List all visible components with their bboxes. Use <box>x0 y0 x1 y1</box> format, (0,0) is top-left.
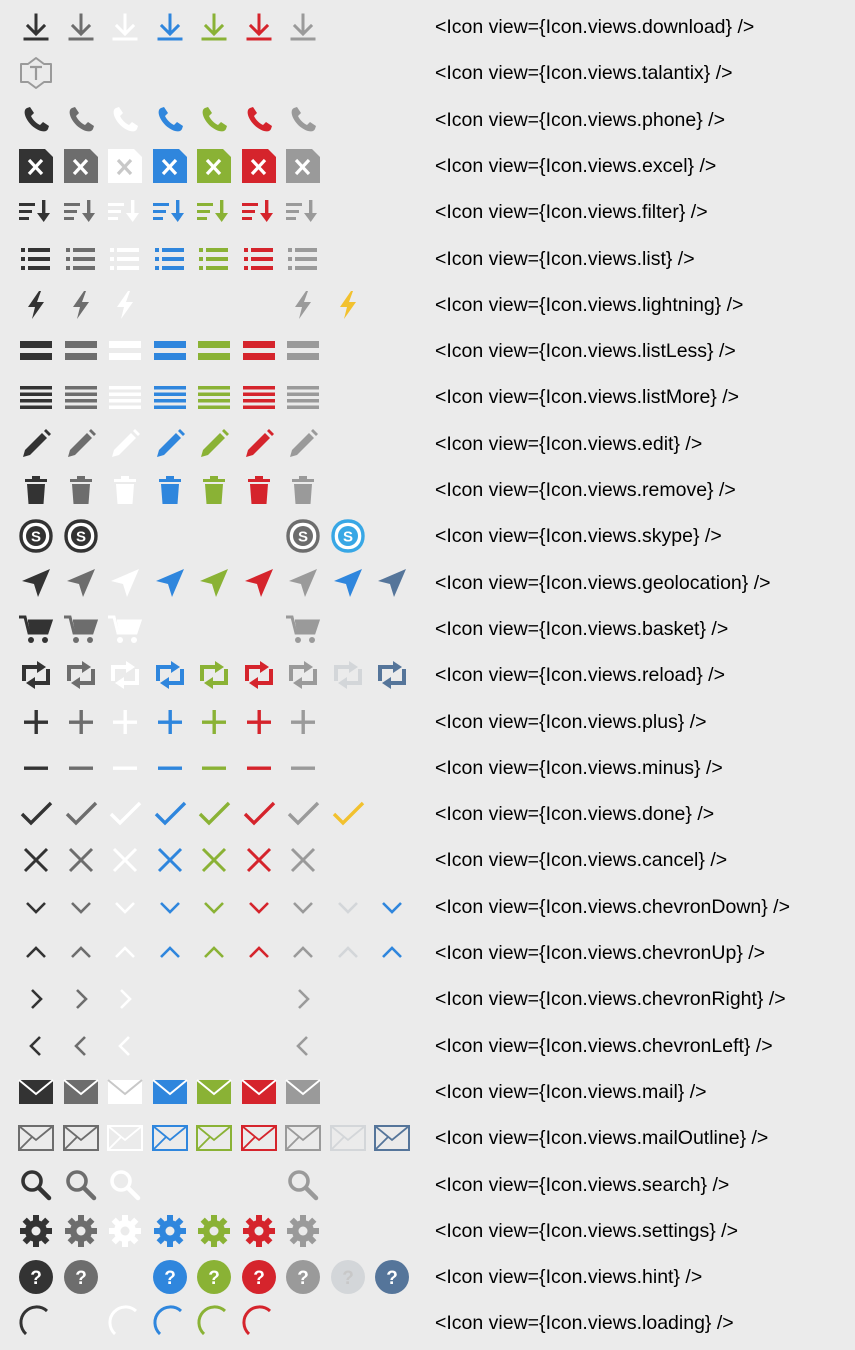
icon-row <box>0 1023 855 1069</box>
loading-icon <box>18 1305 54 1341</box>
chevron-down-icon <box>241 889 277 925</box>
svg-text:?: ? <box>163 1268 176 1290</box>
download-icon <box>18 9 54 45</box>
icon-row <box>0 1115 855 1161</box>
icon-row <box>0 236 855 282</box>
chevron-right-icon <box>285 981 321 1017</box>
filter-icon <box>107 194 143 230</box>
chevron-right-icon <box>18 981 54 1017</box>
basket-icon <box>107 611 143 647</box>
phone-icon <box>241 102 277 138</box>
icon-row <box>0 1300 855 1346</box>
list-more-icon <box>63 379 99 415</box>
list-icon <box>107 241 143 277</box>
icon-usage-code: <Icon view={Icon.views.mailOutline} /> <box>435 1127 769 1150</box>
minus-icon <box>63 750 99 786</box>
icon-row <box>0 4 855 50</box>
done-icon <box>63 796 99 832</box>
mail-outline-icon <box>285 1120 321 1156</box>
svg-text:?: ? <box>386 1268 398 1290</box>
plus-icon <box>285 704 321 740</box>
geolocation-icon <box>374 565 410 601</box>
icon-usage-code: <Icon view={Icon.views.done} /> <box>435 803 715 826</box>
icon-row <box>0 50 855 96</box>
remove-icon <box>285 472 321 508</box>
icon-usage-code: <Icon view={Icon.views.filter} /> <box>435 201 708 224</box>
icon-usage-code: <Icon view={Icon.views.plus} /> <box>435 710 707 733</box>
geolocation-icon <box>18 565 54 601</box>
minus-icon <box>152 750 188 786</box>
list-icon <box>196 241 232 277</box>
icon-usage-code: <Icon view={Icon.views.phone} /> <box>435 108 725 131</box>
icon-row <box>0 699 855 745</box>
list-icon <box>241 241 277 277</box>
chevron-up-icon <box>196 935 232 971</box>
talantix-icon <box>18 55 54 91</box>
remove-icon <box>107 472 143 508</box>
plus-icon <box>152 704 188 740</box>
icon-row <box>0 421 855 467</box>
icon-usage-code: <Icon view={Icon.views.settings} /> <box>435 1219 738 1242</box>
chevron-down-icon <box>196 889 232 925</box>
reload-icon <box>196 657 232 693</box>
skype-icon <box>63 518 99 554</box>
filter-icon <box>196 194 232 230</box>
skype-icon <box>330 518 366 554</box>
plus-icon <box>196 704 232 740</box>
chevron-right-icon <box>107 981 143 1017</box>
filter-icon <box>241 194 277 230</box>
mail-icon <box>107 1074 143 1110</box>
mail-icon <box>18 1074 54 1110</box>
icon-row <box>0 513 855 559</box>
settings-icon <box>285 1213 321 1249</box>
list-icon <box>285 241 321 277</box>
search-icon <box>285 1167 321 1203</box>
icon-row <box>0 374 855 420</box>
geolocation-icon <box>330 565 366 601</box>
chevron-right-icon <box>63 981 99 1017</box>
icon-row <box>0 606 855 652</box>
icon-row <box>0 791 855 837</box>
icon-usage-code: <Icon view={Icon.views.listMore} /> <box>435 386 740 409</box>
cancel-icon <box>18 842 54 878</box>
icon-row <box>0 1069 855 1115</box>
reload-icon <box>63 657 99 693</box>
icon-usage-code: <Icon view={Icon.views.geolocation} /> <box>435 571 771 594</box>
phone-icon <box>18 102 54 138</box>
edit-icon <box>107 426 143 462</box>
icon-row <box>0 97 855 143</box>
icon-usage-code: <Icon view={Icon.views.reload} /> <box>435 664 725 687</box>
geolocation-icon <box>285 565 321 601</box>
icon-usage-code: <Icon view={Icon.views.search} /> <box>435 1173 730 1196</box>
list-less-icon <box>285 333 321 369</box>
cancel-icon <box>285 842 321 878</box>
chevron-up-icon <box>330 935 366 971</box>
excel-icon <box>18 148 54 184</box>
edit-icon <box>18 426 54 462</box>
mail-outline-icon <box>107 1120 143 1156</box>
svg-text:?: ? <box>252 1268 265 1290</box>
hint-icon <box>330 1259 366 1295</box>
settings-icon <box>196 1213 232 1249</box>
reload-icon <box>18 657 54 693</box>
icon-row <box>0 652 855 698</box>
settings-icon <box>18 1213 54 1249</box>
reload-icon <box>107 657 143 693</box>
chevron-left-icon <box>18 1028 54 1064</box>
minus-icon <box>241 750 277 786</box>
icon-row <box>0 189 855 235</box>
chevron-up-icon <box>18 935 54 971</box>
edit-icon <box>241 426 277 462</box>
settings-icon <box>152 1213 188 1249</box>
download-icon <box>196 9 232 45</box>
icon-usage-code: <Icon view={Icon.views.chevronUp} /> <box>435 942 766 964</box>
minus-icon <box>285 750 321 786</box>
chevron-left-icon <box>63 1028 99 1064</box>
icon-row <box>0 884 855 930</box>
svg-text:S: S <box>342 528 353 546</box>
hint-icon <box>285 1259 321 1295</box>
icon-usage-code: <Icon view={Icon.views.chevronRight} /> <box>435 988 786 1011</box>
basket-icon <box>18 611 54 647</box>
phone-icon <box>285 102 321 138</box>
phone-icon <box>63 102 99 138</box>
icon-usage-code: <Icon view={Icon.views.loading} /> <box>435 1312 734 1335</box>
plus-icon <box>63 704 99 740</box>
loading-icon <box>107 1305 143 1341</box>
excel-icon <box>107 148 143 184</box>
icon-usage-code: <Icon view={Icon.views.skype} /> <box>435 525 722 548</box>
chevron-up-icon <box>107 935 143 971</box>
plus-icon <box>18 704 54 740</box>
plus-icon <box>107 704 143 740</box>
remove-icon <box>196 472 232 508</box>
basket-icon <box>63 611 99 647</box>
filter-icon <box>285 194 321 230</box>
icon-usage-code: <Icon view={Icon.views.talantix} /> <box>435 62 733 85</box>
list-less-icon <box>107 333 143 369</box>
svg-text:?: ? <box>297 1268 309 1290</box>
geolocation-icon <box>63 565 99 601</box>
icon-usage-code: <Icon view={Icon.views.hint} /> <box>435 1266 703 1289</box>
search-icon <box>63 1167 99 1203</box>
list-more-icon <box>285 379 321 415</box>
list-more-icon <box>18 379 54 415</box>
reload-icon <box>152 657 188 693</box>
reload-icon <box>285 657 321 693</box>
svg-text:S: S <box>297 528 309 546</box>
chevron-down-icon <box>18 889 54 925</box>
download-icon <box>152 9 188 45</box>
geolocation-icon <box>152 565 188 601</box>
mail-outline-icon <box>241 1120 277 1156</box>
list-icon <box>18 241 54 277</box>
minus-icon <box>18 750 54 786</box>
search-icon <box>107 1167 143 1203</box>
geolocation-icon <box>196 565 232 601</box>
chevron-down-icon <box>63 889 99 925</box>
settings-icon <box>241 1213 277 1249</box>
reload-icon <box>374 657 410 693</box>
excel-icon <box>63 148 99 184</box>
chevron-up-icon <box>374 935 410 971</box>
cancel-icon <box>241 842 277 878</box>
list-more-icon <box>196 379 232 415</box>
mail-outline-icon <box>374 1120 410 1156</box>
mail-icon <box>241 1074 277 1110</box>
mail-outline-icon <box>18 1120 54 1156</box>
remove-icon <box>63 472 99 508</box>
download-icon <box>241 9 277 45</box>
skype-icon <box>285 518 321 554</box>
cancel-icon <box>63 842 99 878</box>
icon-usage-code: <Icon view={Icon.views.lightning} /> <box>435 293 744 316</box>
excel-icon <box>241 148 277 184</box>
edit-icon <box>63 426 99 462</box>
done-icon <box>196 796 232 832</box>
loading-icon <box>196 1305 232 1341</box>
icon-row <box>0 837 855 883</box>
edit-icon <box>285 426 321 462</box>
list-less-icon <box>196 333 232 369</box>
chevron-down-icon <box>107 889 143 925</box>
icon-usage-code: <Icon view={Icon.views.minus} /> <box>435 756 723 779</box>
chevron-down-icon <box>285 889 321 925</box>
svg-text:?: ? <box>341 1268 354 1290</box>
remove-icon <box>241 472 277 508</box>
download-icon <box>63 9 99 45</box>
svg-text:?: ? <box>208 1268 220 1290</box>
icon-usage-code: <Icon view={Icon.views.chevronLeft} /> <box>435 1034 773 1057</box>
icon-row <box>0 560 855 606</box>
plus-icon <box>241 704 277 740</box>
chevron-up-icon <box>241 935 277 971</box>
done-icon <box>241 796 277 832</box>
hint-icon <box>18 1259 54 1295</box>
list-less-icon <box>63 333 99 369</box>
chevron-left-icon <box>107 1028 143 1064</box>
icon-row <box>0 467 855 513</box>
filter-icon <box>152 194 188 230</box>
done-icon <box>330 796 366 832</box>
minus-icon <box>196 750 232 786</box>
icon-row <box>0 1162 855 1208</box>
chevron-down-icon <box>330 889 366 925</box>
icon-usage-code: <Icon view={Icon.views.edit} /> <box>435 432 703 455</box>
done-icon <box>152 796 188 832</box>
remove-icon <box>152 472 188 508</box>
icon-usage-code: <Icon view={Icon.views.listLess} /> <box>435 340 736 363</box>
done-icon <box>285 796 321 832</box>
mail-outline-icon <box>330 1120 366 1156</box>
icon-usage-code: <Icon view={Icon.views.excel} /> <box>435 154 717 177</box>
hint-icon <box>196 1259 232 1295</box>
minus-icon <box>107 750 143 786</box>
icon-usage-code: <Icon view={Icon.views.list} /> <box>435 247 695 270</box>
lightning-icon <box>18 287 54 323</box>
list-icon <box>63 241 99 277</box>
icon-row <box>0 1254 855 1300</box>
svg-text:S: S <box>30 528 42 546</box>
chevron-up-icon <box>285 935 321 971</box>
chevron-up-icon <box>63 935 99 971</box>
icon-row <box>0 328 855 374</box>
mail-icon <box>63 1074 99 1110</box>
hint-icon <box>241 1259 277 1295</box>
icon-row <box>0 930 855 976</box>
reload-icon <box>241 657 277 693</box>
icon-usage-code: <Icon view={Icon.views.remove} /> <box>435 479 736 501</box>
download-icon <box>107 9 143 45</box>
icon-row <box>0 976 855 1022</box>
filter-icon <box>18 194 54 230</box>
icon-row <box>0 745 855 791</box>
chevron-up-icon <box>152 935 188 971</box>
icon-usage-code: <Icon view={Icon.views.mail} /> <box>435 1080 707 1103</box>
done-icon <box>18 796 54 832</box>
mail-outline-icon <box>152 1120 188 1156</box>
excel-icon <box>285 148 321 184</box>
edit-icon <box>152 426 188 462</box>
mail-outline-icon <box>63 1120 99 1156</box>
list-icon <box>152 241 188 277</box>
lightning-icon <box>285 287 321 323</box>
icon-row <box>0 282 855 328</box>
mail-icon <box>196 1074 232 1110</box>
icon-usage-code: <Icon view={Icon.views.chevronDown} /> <box>435 895 790 918</box>
list-less-icon <box>152 333 188 369</box>
svg-text:S: S <box>75 528 86 546</box>
excel-icon <box>152 148 188 184</box>
list-more-icon <box>107 379 143 415</box>
cancel-icon <box>196 842 232 878</box>
cancel-icon <box>107 842 143 878</box>
hint-icon <box>374 1259 410 1295</box>
svg-text:?: ? <box>74 1268 87 1290</box>
list-less-icon <box>18 333 54 369</box>
icon-usage-code: <Icon view={Icon.views.cancel} /> <box>435 849 728 872</box>
reload-icon <box>330 657 366 693</box>
icon-usage-code: <Icon view={Icon.views.download} /> <box>435 16 755 38</box>
mail-outline-icon <box>196 1120 232 1156</box>
chevron-left-icon <box>285 1028 321 1064</box>
search-icon <box>18 1167 54 1203</box>
edit-icon <box>196 426 232 462</box>
geolocation-icon <box>241 565 277 601</box>
settings-icon <box>107 1213 143 1249</box>
phone-icon <box>107 102 143 138</box>
chevron-down-icon <box>374 889 410 925</box>
filter-icon <box>63 194 99 230</box>
basket-icon <box>285 611 321 647</box>
phone-icon <box>196 102 232 138</box>
phone-icon <box>152 102 188 138</box>
settings-icon <box>63 1213 99 1249</box>
list-less-icon <box>241 333 277 369</box>
chevron-down-icon <box>152 889 188 925</box>
list-more-icon <box>152 379 188 415</box>
skype-icon <box>18 518 54 554</box>
svg-text:?: ? <box>30 1268 42 1290</box>
done-icon <box>107 796 143 832</box>
lightning-icon <box>330 287 366 323</box>
cancel-icon <box>152 842 188 878</box>
geolocation-icon <box>107 565 143 601</box>
loading-icon <box>152 1305 188 1341</box>
icon-row <box>0 143 855 189</box>
remove-icon <box>18 472 54 508</box>
loading-icon <box>241 1305 277 1341</box>
lightning-icon <box>107 287 143 323</box>
excel-icon <box>196 148 232 184</box>
lightning-icon <box>63 287 99 323</box>
list-more-icon <box>241 379 277 415</box>
hint-icon <box>152 1259 188 1295</box>
hint-icon <box>63 1259 99 1295</box>
icon-usage-code: <Icon view={Icon.views.basket} /> <box>435 617 729 640</box>
icon-row <box>0 1208 855 1254</box>
download-icon <box>285 9 321 45</box>
mail-icon <box>285 1074 321 1110</box>
mail-icon <box>152 1074 188 1110</box>
